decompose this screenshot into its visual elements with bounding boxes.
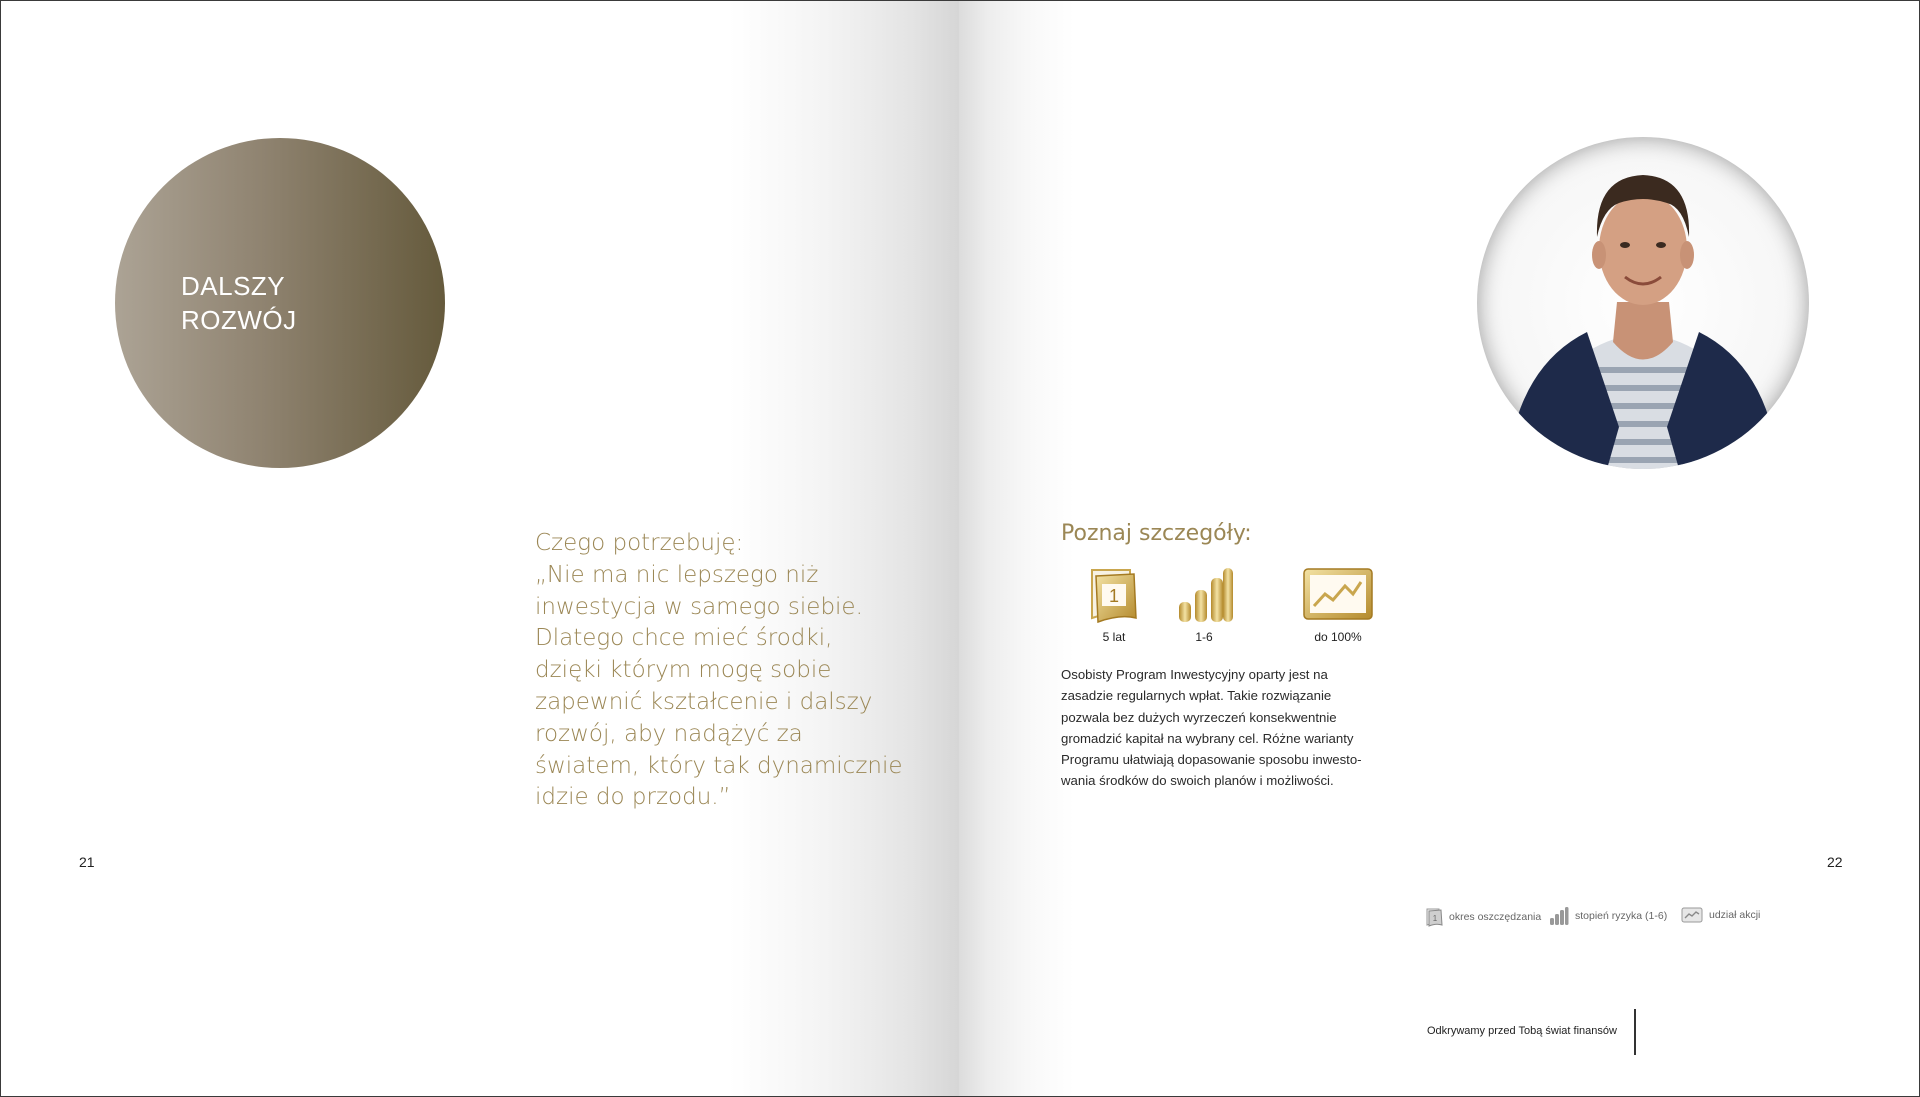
quote-line: inwestycja w samego siebie. — [535, 593, 863, 620]
legend-item-period — [1425, 907, 1541, 927]
body-line: wania środków do swoich planów i możliwości. — [1061, 773, 1334, 789]
body-line: Programu ułatwiają dopasowanie sposobu inwesto- — [1061, 752, 1362, 768]
chart-icon — [1681, 907, 1703, 923]
feature-label: 5 lat — [1102, 630, 1126, 644]
legend-label: okres oszczędzania — [1449, 911, 1542, 923]
legend-item-equity — [1681, 907, 1760, 923]
bar-steps-icon — [1173, 566, 1235, 624]
quote-block — [535, 528, 903, 814]
body-paragraph — [1061, 664, 1401, 792]
body-line: zasadzie regularnych wpłat. Takie rozwiązanie — [1061, 688, 1332, 704]
left-page — [1, 1, 959, 1096]
calendar-icon — [1425, 907, 1443, 927]
feature-equity — [1283, 566, 1393, 644]
body-line: Osobisty Program Inwestycyjny oparty jest na — [1061, 667, 1328, 682]
svg-text:1: 1 — [1432, 914, 1438, 923]
body-line: gromadzić kapitał na wybrany cel. Różne warianty — [1061, 730, 1354, 746]
calendar-icon — [1086, 566, 1142, 624]
feature-label: do 100% — [1314, 630, 1362, 644]
quote-line: zapewnić kształcenie i dalszy — [535, 688, 873, 715]
quote-line: „Nie ma nic lepszego niż — [535, 561, 819, 588]
body-line: pozwala bez dużych wyrzeczeń konsekwentnie — [1061, 709, 1337, 725]
portrait-photo — [1477, 137, 1809, 469]
quote-line: światem, który tak dynamicznie — [535, 752, 903, 779]
footer-tagline: Odkrywamy przed Tobą świat finansów — [1427, 1025, 1617, 1037]
feature-label: 1-6 — [1195, 630, 1213, 644]
bar-steps-icon — [1549, 907, 1569, 925]
feature-risk — [1149, 566, 1259, 644]
page-number-left: 21 — [79, 854, 95, 870]
man-portrait-illustration — [1477, 137, 1809, 469]
page-number-right: 22 — [1827, 854, 1843, 870]
section-title: Poznaj szczegóły: — [1061, 521, 1252, 546]
legend-label: stopień ryzyka (1-6) — [1575, 910, 1668, 922]
quote-line: rozwój, aby nadążyć za — [535, 720, 803, 747]
svg-text:1: 1 — [1108, 586, 1120, 606]
legend-label: udział akcji — [1709, 909, 1761, 921]
circle-title-line: DALSZY — [181, 271, 286, 301]
legend-item-risk — [1549, 907, 1667, 925]
quote-line: dzięki którym mogę sobie — [535, 657, 832, 684]
circle-title-line: ROZWÓJ — [181, 305, 297, 335]
footer-divider — [1634, 1009, 1636, 1055]
circle-title — [181, 269, 297, 337]
quote-line: Dlatego chce mieć środki, — [535, 625, 833, 652]
quote-line: Czego potrzebuję: — [535, 530, 744, 556]
chart-icon — [1301, 566, 1375, 624]
quote-line: idzie do przodu.” — [535, 784, 731, 811]
right-page — [959, 1, 1919, 1096]
